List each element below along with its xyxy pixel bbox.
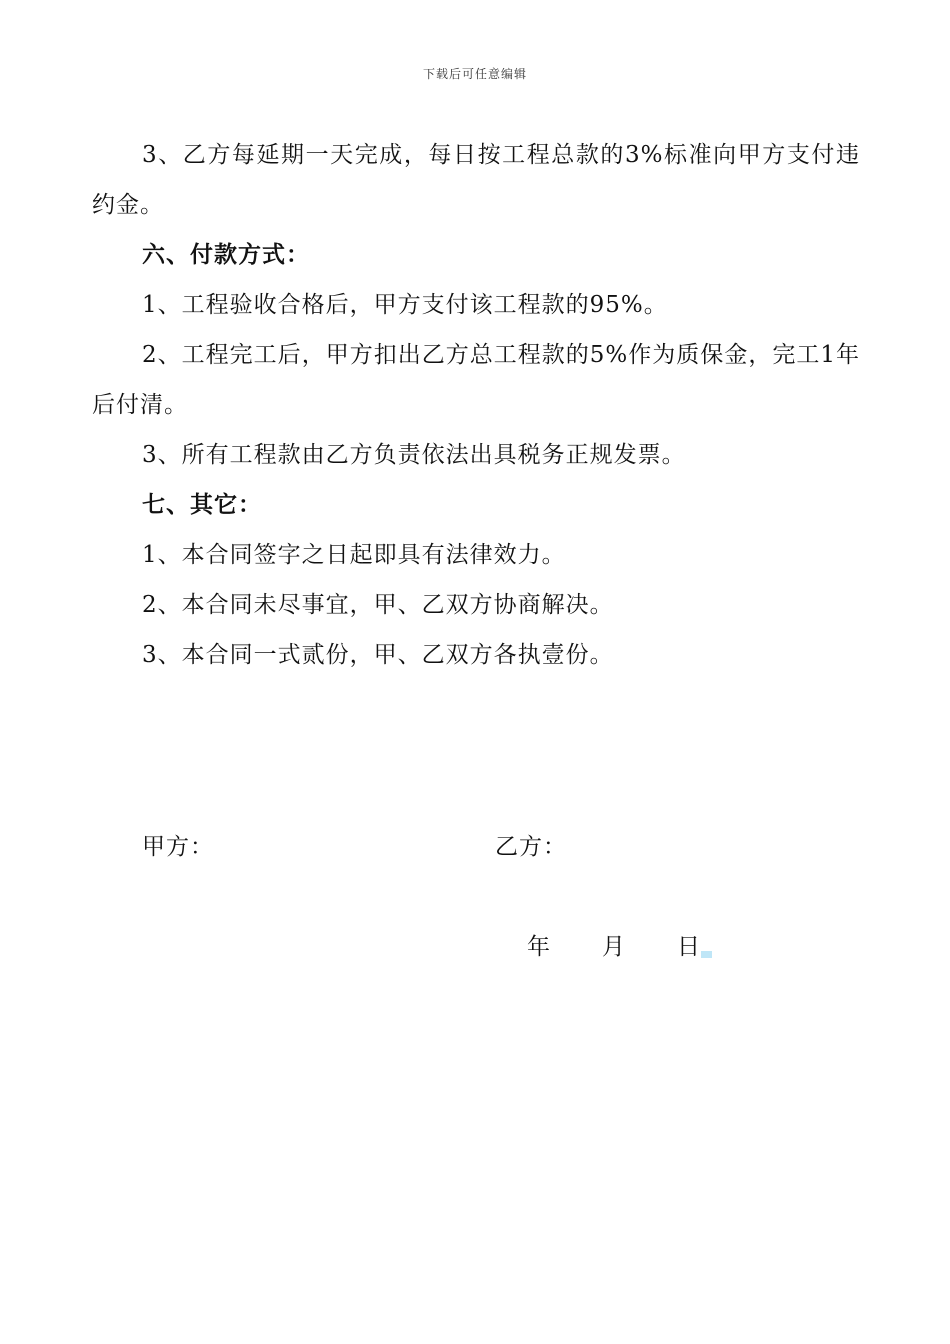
clause-payment-3: 3、所有工程款由乙方负责依法出具税务正规发票。 — [142, 442, 686, 468]
signature-party-b: 乙方： — [495, 834, 567, 860]
date-day-label: 日 — [677, 934, 700, 960]
clause-other-2: 2、本合同未尽事宜，甲、乙双方协商解决。 — [142, 592, 614, 618]
clause-other-1: 1、本合同签字之日起即具有法律效力。 — [142, 542, 566, 568]
clause-penalty: 3、乙方每延期一天完成，每日按工程总款的3%标准向甲方支付违约金。 — [92, 142, 860, 218]
text-cursor-marker — [701, 951, 712, 958]
document-body — [92, 130, 860, 680]
clause-other-3: 3、本合同一式贰份，甲、乙双方各执壹份。 — [142, 642, 614, 668]
signature-date — [527, 925, 712, 969]
signature-party-a: 甲方： — [142, 834, 214, 860]
clause-payment-1: 1、工程验收合格后，甲方支付该工程款的95%。 — [142, 292, 668, 318]
date-month-label: 月 — [602, 934, 625, 960]
page-header: 下载后可任意编辑 — [422, 67, 527, 81]
section-heading-other: 七、其它： — [142, 491, 262, 518]
section-heading-payment: 六、付款方式： — [142, 241, 310, 268]
date-year-label: 年 — [527, 934, 550, 960]
clause-payment-2: 2、工程完工后，甲方扣出乙方总工程款的5%作为质保金，完工1年后付清。 — [92, 342, 860, 418]
